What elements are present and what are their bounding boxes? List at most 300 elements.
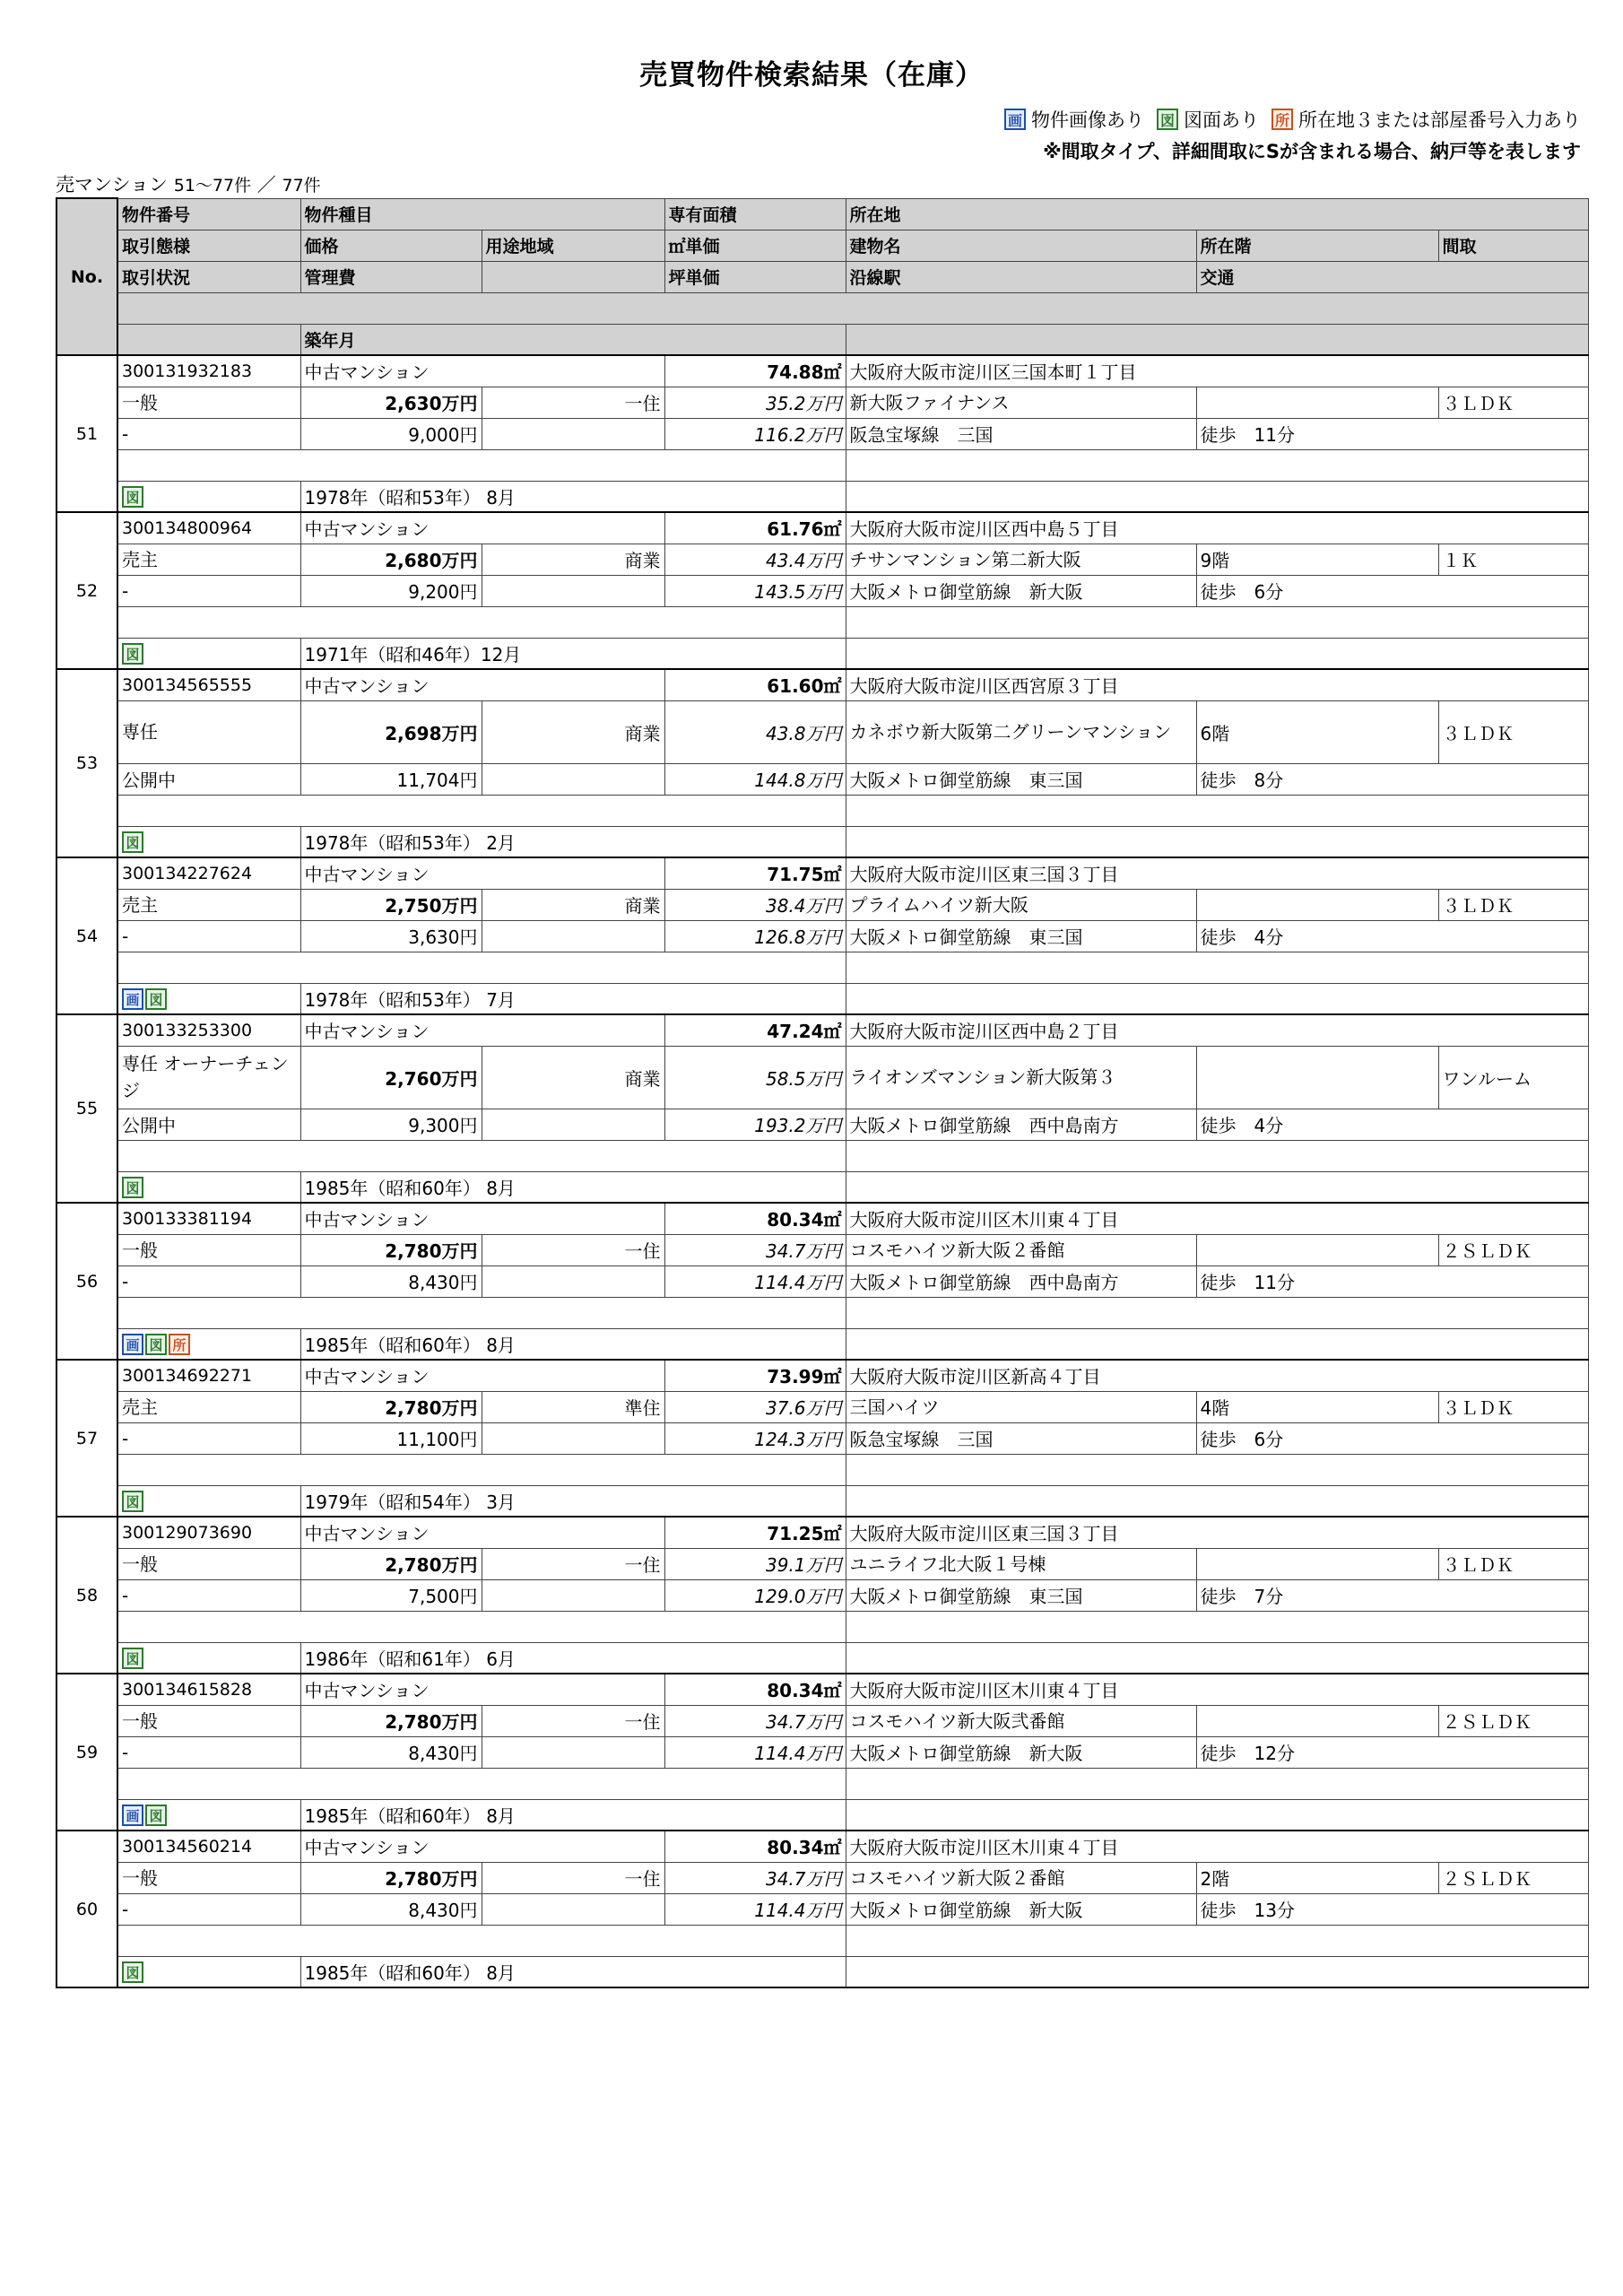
transaction-mode: 専任 bbox=[117, 700, 300, 763]
location-icon: 所 bbox=[169, 1334, 190, 1355]
built-date: 1985年（昭和60年） 8月 bbox=[300, 1328, 846, 1360]
price-per-tsubo: 126.8万円 bbox=[664, 920, 846, 952]
address: 大阪府大阪市淀川区木川東４丁目 bbox=[846, 1203, 1588, 1234]
railway-station: 大阪メトロ御堂筋線 新大阪 bbox=[846, 575, 1196, 606]
price-per-tsubo: 124.3万円 bbox=[664, 1422, 846, 1454]
listing-row bbox=[56, 418, 1588, 449]
empty-cell bbox=[117, 1297, 846, 1328]
listing-row bbox=[56, 355, 1588, 387]
empty-cell bbox=[117, 449, 846, 481]
floor-level bbox=[1196, 1705, 1438, 1736]
building-name: コスモハイツ新大阪弐番館 bbox=[846, 1705, 1196, 1736]
floor-area: 73.99㎡ bbox=[664, 1360, 846, 1391]
built-date: 1978年（昭和53年） 7月 bbox=[300, 983, 846, 1014]
attachment-icons bbox=[117, 1956, 300, 1987]
address: 大阪府大阪市淀川区新高４丁目 bbox=[846, 1360, 1588, 1391]
price: 2,780万円 bbox=[300, 1705, 482, 1736]
transaction-mode: 一般 bbox=[117, 1862, 300, 1893]
listing-row bbox=[56, 638, 1588, 669]
listing-status: - bbox=[117, 575, 300, 606]
empty-cell bbox=[482, 1109, 664, 1140]
floor-area: 80.34㎡ bbox=[664, 1674, 846, 1705]
floor-plan-icon: 図 bbox=[122, 643, 143, 665]
listing-status: 公開中 bbox=[117, 763, 300, 795]
built-date: 1978年（昭和53年） 8月 bbox=[300, 481, 846, 512]
empty-cell bbox=[117, 1925, 846, 1956]
price-per-sqm: 39.1万円 bbox=[664, 1548, 846, 1579]
header-cell: 物件種目 bbox=[300, 198, 664, 230]
built-date: 1978年（昭和53年） 2月 bbox=[300, 826, 846, 857]
floor-plan-icon: 図 bbox=[122, 1177, 143, 1198]
empty-cell bbox=[846, 1956, 1588, 1987]
price-per-sqm: 34.7万円 bbox=[664, 1862, 846, 1893]
price-per-sqm: 43.8万円 bbox=[664, 700, 846, 763]
price: 2,680万円 bbox=[300, 544, 482, 575]
listing-row bbox=[56, 763, 1588, 795]
building-name: ユニライフ北大阪１号棟 bbox=[846, 1548, 1196, 1579]
listing-no: 56 bbox=[56, 1203, 117, 1360]
property-id[interactable]: 300134227624 bbox=[117, 857, 300, 889]
attachment-icons bbox=[117, 983, 300, 1014]
listing-row bbox=[56, 1391, 1588, 1422]
price: 2,760万円 bbox=[300, 1046, 482, 1109]
header-cell: 物件番号 bbox=[117, 198, 300, 230]
building-name: チサンマンション第二新大阪 bbox=[846, 544, 1196, 575]
transaction-mode: 売主 bbox=[117, 544, 300, 575]
address: 大阪府大阪市淀川区東三国３丁目 bbox=[846, 857, 1588, 889]
header-cell: 間取 bbox=[1438, 230, 1588, 261]
attachment-icons bbox=[117, 1328, 300, 1360]
transaction-mode: 売主 bbox=[117, 889, 300, 920]
listing-row bbox=[56, 1768, 1588, 1799]
listing-status: - bbox=[117, 1265, 300, 1297]
page-title: 売買物件検索結果（在庫） bbox=[639, 59, 984, 91]
property-image-icon: 画 bbox=[122, 1805, 143, 1826]
header-row bbox=[56, 324, 1588, 355]
floor-plan-icon: 図 bbox=[145, 988, 167, 1010]
walk-time: 徒歩 4分 bbox=[1196, 1109, 1588, 1140]
category-label: 売マンション bbox=[56, 174, 169, 196]
listing-row bbox=[56, 1862, 1588, 1893]
price-per-tsubo: 129.0万円 bbox=[664, 1579, 846, 1611]
empty-cell bbox=[482, 1422, 664, 1454]
property-id[interactable]: 300131932183 bbox=[117, 355, 300, 387]
zoning: 商業 bbox=[482, 1046, 664, 1109]
price-per-tsubo: 143.5万円 bbox=[664, 575, 846, 606]
result-count bbox=[56, 170, 321, 197]
header-cell: 築年月 bbox=[300, 324, 846, 355]
price-per-tsubo: 144.8万円 bbox=[664, 763, 846, 795]
zoning: 商業 bbox=[482, 700, 664, 763]
railway-station: 大阪メトロ御堂筋線 東三国 bbox=[846, 763, 1196, 795]
property-type: 中古マンション bbox=[300, 1203, 664, 1234]
transaction-mode: 一般 bbox=[117, 387, 300, 418]
listing-row bbox=[56, 826, 1588, 857]
empty-cell bbox=[846, 1297, 1588, 1328]
layout: ３ＬＤＫ bbox=[1438, 700, 1588, 763]
zoning: 準住 bbox=[482, 1391, 664, 1422]
layout-note: ※間取タイプ、詳細間取にSが含まれる場合、納戸等を表します bbox=[1043, 141, 1581, 162]
empty-cell bbox=[846, 1140, 1588, 1171]
management-fee: 9,000円 bbox=[300, 418, 482, 449]
walk-time: 徒歩 12分 bbox=[1196, 1736, 1588, 1768]
zoning: 一住 bbox=[482, 1862, 664, 1893]
empty-cell bbox=[846, 1925, 1588, 1956]
listing-row bbox=[56, 544, 1588, 575]
listing-row bbox=[56, 983, 1588, 1014]
header-cell: 坪単価 bbox=[664, 261, 846, 292]
listing-no: 59 bbox=[56, 1674, 117, 1831]
header-cell: 取引状況 bbox=[117, 261, 300, 292]
empty-cell bbox=[846, 449, 1588, 481]
empty-cell bbox=[846, 795, 1588, 826]
railway-station: 大阪メトロ御堂筋線 新大阪 bbox=[846, 1736, 1196, 1768]
property-type: 中古マンション bbox=[300, 669, 664, 700]
layout: ２ＳＬＤＫ bbox=[1438, 1862, 1588, 1893]
property-type: 中古マンション bbox=[300, 1674, 664, 1705]
listing-row bbox=[56, 1831, 1588, 1862]
listing-row bbox=[56, 449, 1588, 481]
listing-row bbox=[56, 1014, 1588, 1046]
zoning: 一住 bbox=[482, 1234, 664, 1265]
empty-cell bbox=[482, 1893, 664, 1925]
header-row bbox=[56, 292, 1588, 324]
listing-status: - bbox=[117, 1579, 300, 1611]
building-name: コスモハイツ新大阪２番館 bbox=[846, 1862, 1196, 1893]
price-per-sqm: 34.7万円 bbox=[664, 1234, 846, 1265]
floor-plan-icon: 図 bbox=[122, 1648, 143, 1669]
built-date: 1986年（昭和61年） 6月 bbox=[300, 1642, 846, 1674]
empty-cell bbox=[846, 952, 1588, 983]
listing-row bbox=[56, 1799, 1588, 1831]
layout: ２ＳＬＤＫ bbox=[1438, 1234, 1588, 1265]
walk-time: 徒歩 13分 bbox=[1196, 1893, 1588, 1925]
railway-station: 大阪メトロ御堂筋線 西中島南方 bbox=[846, 1265, 1196, 1297]
floor-plan-icon: 図 bbox=[122, 1491, 143, 1512]
floor-area: 80.34㎡ bbox=[664, 1203, 846, 1234]
listing-row bbox=[56, 606, 1588, 638]
walk-time: 徒歩 6分 bbox=[1196, 1422, 1588, 1454]
price: 2,780万円 bbox=[300, 1862, 482, 1893]
layout: ３ＬＤＫ bbox=[1438, 1548, 1588, 1579]
floor-level bbox=[1196, 1548, 1438, 1579]
floor-level: 9階 bbox=[1196, 544, 1438, 575]
header-cell: 交通 bbox=[1196, 261, 1588, 292]
listing-row bbox=[56, 952, 1588, 983]
listing-row bbox=[56, 1140, 1588, 1171]
listing-row bbox=[56, 1893, 1588, 1925]
empty-cell bbox=[846, 638, 1588, 669]
empty-cell bbox=[117, 795, 846, 826]
listing-row bbox=[56, 1611, 1588, 1642]
railway-station: 阪急宝塚線 三国 bbox=[846, 418, 1196, 449]
zoning: 一住 bbox=[482, 1705, 664, 1736]
management-fee: 3,630円 bbox=[300, 920, 482, 952]
walk-time: 徒歩 8分 bbox=[1196, 763, 1588, 795]
built-date: 1971年（昭和46年）12月 bbox=[300, 638, 846, 669]
walk-time: 徒歩 6分 bbox=[1196, 575, 1588, 606]
management-fee: 7,500円 bbox=[300, 1579, 482, 1611]
listing-row bbox=[56, 1925, 1588, 1956]
price-per-sqm: 38.4万円 bbox=[664, 889, 846, 920]
floor-plan-icon: 図 bbox=[122, 486, 143, 508]
price-per-tsubo: 114.4万円 bbox=[664, 1736, 846, 1768]
listing-row bbox=[56, 889, 1588, 920]
price-per-sqm: 37.6万円 bbox=[664, 1391, 846, 1422]
floor-level bbox=[1196, 889, 1438, 920]
listing-row bbox=[56, 1674, 1588, 1705]
building-name: 新大阪ファイナンス bbox=[846, 387, 1196, 418]
floor-level bbox=[1196, 387, 1438, 418]
attachment-icons bbox=[117, 1642, 300, 1674]
price: 2,780万円 bbox=[300, 1234, 482, 1265]
listing-no: 58 bbox=[56, 1517, 117, 1674]
property-image-icon: 画 bbox=[1004, 109, 1026, 130]
attachment-icons bbox=[117, 1171, 300, 1203]
walk-time: 徒歩 4分 bbox=[1196, 920, 1588, 952]
floor-level bbox=[1196, 1046, 1438, 1109]
walk-time: 徒歩 7分 bbox=[1196, 1579, 1588, 1611]
transaction-mode: 売主 bbox=[117, 1391, 300, 1422]
built-date: 1985年（昭和60年） 8月 bbox=[300, 1799, 846, 1831]
attachment-icons bbox=[117, 826, 300, 857]
price: 2,698万円 bbox=[300, 700, 482, 763]
listing-row bbox=[56, 1422, 1588, 1454]
property-id[interactable]: 300134615828 bbox=[117, 1674, 300, 1705]
listing-row bbox=[56, 1548, 1588, 1579]
layout: ３ＬＤＫ bbox=[1438, 1391, 1588, 1422]
attachment-icons bbox=[117, 638, 300, 669]
listing-row bbox=[56, 669, 1588, 700]
listing-row bbox=[56, 1517, 1588, 1548]
listing-status: - bbox=[117, 1893, 300, 1925]
header-cell bbox=[482, 261, 664, 292]
floor-level: 4階 bbox=[1196, 1391, 1438, 1422]
floor-area: 80.34㎡ bbox=[664, 1831, 846, 1862]
empty-cell bbox=[482, 1265, 664, 1297]
price-per-tsubo: 193.2万円 bbox=[664, 1109, 846, 1140]
header-cell: 所在階 bbox=[1196, 230, 1438, 261]
management-fee: 9,300円 bbox=[300, 1109, 482, 1140]
empty-cell bbox=[846, 1454, 1588, 1485]
empty-cell bbox=[117, 1454, 846, 1485]
address: 大阪府大阪市淀川区西中島２丁目 bbox=[846, 1014, 1588, 1046]
walk-time: 徒歩 11分 bbox=[1196, 418, 1588, 449]
listing-row bbox=[56, 512, 1588, 544]
header-cell: 管理費 bbox=[300, 261, 482, 292]
floor-plan-icon: 図 bbox=[122, 831, 143, 853]
property-id[interactable]: 300134692271 bbox=[117, 1360, 300, 1391]
listing-row bbox=[56, 575, 1588, 606]
price-per-sqm: 35.2万円 bbox=[664, 387, 846, 418]
listing-row bbox=[56, 387, 1588, 418]
empty-cell bbox=[846, 1485, 1588, 1517]
building-name: コスモハイツ新大阪２番館 bbox=[846, 1234, 1196, 1265]
listing-row bbox=[56, 1956, 1588, 1987]
property-id[interactable]: 300129073690 bbox=[117, 1517, 300, 1548]
results-table bbox=[56, 197, 1589, 1988]
floor-area: 61.76㎡ bbox=[664, 512, 846, 544]
result-range: 51〜77件 bbox=[173, 176, 252, 196]
header-cell: 専有面積 bbox=[664, 198, 846, 230]
address: 大阪府大阪市淀川区木川東４丁目 bbox=[846, 1831, 1588, 1862]
built-date: 1979年（昭和54年） 3月 bbox=[300, 1485, 846, 1517]
railway-station: 大阪メトロ御堂筋線 東三国 bbox=[846, 920, 1196, 952]
floor-area: 74.88㎡ bbox=[664, 355, 846, 387]
listing-status: - bbox=[117, 418, 300, 449]
empty-cell bbox=[846, 1171, 1588, 1203]
address: 大阪府大阪市淀川区三国本町１丁目 bbox=[846, 355, 1588, 387]
listing-row bbox=[56, 700, 1588, 763]
listing-row bbox=[56, 1109, 1588, 1140]
empty-cell bbox=[846, 1768, 1588, 1799]
empty-cell bbox=[846, 1799, 1588, 1831]
listing-no: 52 bbox=[56, 512, 117, 669]
property-type: 中古マンション bbox=[300, 355, 664, 387]
property-type: 中古マンション bbox=[300, 1014, 664, 1046]
management-fee: 8,430円 bbox=[300, 1265, 482, 1297]
header-cell: 建物名 bbox=[846, 230, 1196, 261]
empty-cell bbox=[846, 481, 1588, 512]
listing-row bbox=[56, 1705, 1588, 1736]
location-icon: 所 bbox=[1271, 109, 1293, 130]
listing-row bbox=[56, 1579, 1588, 1611]
header-cell bbox=[846, 324, 1588, 355]
legend-loc-label: 所在地３または部屋番号入力あり bbox=[1298, 109, 1581, 131]
property-image-icon: 画 bbox=[122, 988, 143, 1010]
empty-cell bbox=[117, 1768, 846, 1799]
listing-row bbox=[56, 1642, 1588, 1674]
listing-no: 60 bbox=[56, 1831, 117, 1987]
zoning: 一住 bbox=[482, 387, 664, 418]
price-per-sqm: 34.7万円 bbox=[664, 1705, 846, 1736]
listing-row bbox=[56, 1234, 1588, 1265]
transaction-mode: 専任 オーナーチェンジ bbox=[117, 1046, 300, 1109]
empty-cell bbox=[482, 575, 664, 606]
empty-cell bbox=[482, 1736, 664, 1768]
address: 大阪府大阪市淀川区東三国３丁目 bbox=[846, 1517, 1588, 1548]
listing-row bbox=[56, 857, 1588, 889]
header-cell: 沿線駅 bbox=[846, 261, 1196, 292]
floor-area: 71.25㎡ bbox=[664, 1517, 846, 1548]
management-fee: 8,430円 bbox=[300, 1893, 482, 1925]
header-no: No. bbox=[56, 198, 117, 355]
header-row bbox=[56, 230, 1588, 261]
building-name: ライオンズマンション新大阪第３ bbox=[846, 1046, 1196, 1109]
property-type: 中古マンション bbox=[300, 512, 664, 544]
empty-cell bbox=[117, 1140, 846, 1171]
header-cell: 所在地 bbox=[846, 198, 1588, 230]
layout: ３ＬＤＫ bbox=[1438, 387, 1588, 418]
empty-cell bbox=[846, 1642, 1588, 1674]
listing-row bbox=[56, 1265, 1588, 1297]
walk-time: 徒歩 11分 bbox=[1196, 1265, 1588, 1297]
building-name: カネボウ新大阪第二グリーンマンション bbox=[846, 700, 1196, 763]
listing-row bbox=[56, 1203, 1588, 1234]
listing-status: - bbox=[117, 1736, 300, 1768]
icon-legend bbox=[997, 106, 1581, 133]
empty-cell bbox=[846, 826, 1588, 857]
price: 2,780万円 bbox=[300, 1548, 482, 1579]
building-name: 三国ハイツ bbox=[846, 1391, 1196, 1422]
empty-cell bbox=[846, 1611, 1588, 1642]
railway-station: 大阪メトロ御堂筋線 西中島南方 bbox=[846, 1109, 1196, 1140]
property-id[interactable]: 300133253300 bbox=[117, 1014, 300, 1046]
listing-row bbox=[56, 1485, 1588, 1517]
floor-area: 71.75㎡ bbox=[664, 857, 846, 889]
property-type: 中古マンション bbox=[300, 1360, 664, 1391]
floor-level bbox=[1196, 1234, 1438, 1265]
attachment-icons bbox=[117, 481, 300, 512]
listing-row bbox=[56, 1736, 1588, 1768]
listing-no: 53 bbox=[56, 669, 117, 857]
floor-plan-icon: 図 bbox=[145, 1805, 167, 1826]
layout: ２ＳＬＤＫ bbox=[1438, 1705, 1588, 1736]
property-type: 中古マンション bbox=[300, 1517, 664, 1548]
transaction-mode: 一般 bbox=[117, 1548, 300, 1579]
built-date: 1985年（昭和60年） 8月 bbox=[300, 1171, 846, 1203]
empty-cell bbox=[846, 983, 1588, 1014]
zoning: 商業 bbox=[482, 544, 664, 575]
railway-station: 大阪メトロ御堂筋線 新大阪 bbox=[846, 1893, 1196, 1925]
floor-plan-icon: 図 bbox=[145, 1334, 167, 1355]
address: 大阪府大阪市淀川区西宮原３丁目 bbox=[846, 669, 1588, 700]
layout: ワンルーム bbox=[1438, 1046, 1588, 1109]
legend-image-label: 物件画像あり bbox=[1031, 109, 1144, 131]
zoning: 商業 bbox=[482, 889, 664, 920]
listing-row bbox=[56, 1297, 1588, 1328]
transaction-mode: 一般 bbox=[117, 1705, 300, 1736]
listing-row bbox=[56, 1171, 1588, 1203]
floor-area: 47.24㎡ bbox=[664, 1014, 846, 1046]
listing-no: 54 bbox=[56, 857, 117, 1014]
price: 2,750万円 bbox=[300, 889, 482, 920]
management-fee: 11,704円 bbox=[300, 763, 482, 795]
address: 大阪府大阪市淀川区西中島５丁目 bbox=[846, 512, 1588, 544]
header-cell bbox=[117, 324, 300, 355]
price-per-tsubo: 114.4万円 bbox=[664, 1893, 846, 1925]
price-per-tsubo: 116.2万円 bbox=[664, 418, 846, 449]
result-total: 77件 bbox=[282, 176, 321, 196]
listing-row bbox=[56, 1454, 1588, 1485]
floor-level: 6階 bbox=[1196, 700, 1438, 763]
empty-cell bbox=[482, 763, 664, 795]
listing-row bbox=[56, 1360, 1588, 1391]
management-fee: 9,200円 bbox=[300, 575, 482, 606]
header-cell: ㎡単価 bbox=[664, 230, 846, 261]
price: 2,630万円 bbox=[300, 387, 482, 418]
management-fee: 11,100円 bbox=[300, 1422, 482, 1454]
property-id[interactable]: 300134560214 bbox=[117, 1831, 300, 1862]
header-row bbox=[56, 261, 1588, 292]
header-cell bbox=[117, 292, 1588, 324]
listing-row bbox=[56, 1328, 1588, 1360]
attachment-icons bbox=[117, 1485, 300, 1517]
listing-row bbox=[56, 920, 1588, 952]
property-id[interactable]: 300134565555 bbox=[117, 669, 300, 700]
property-id[interactable]: 300134800964 bbox=[117, 512, 300, 544]
listing-row bbox=[56, 481, 1588, 512]
layout: １Ｋ bbox=[1438, 544, 1588, 575]
empty-cell bbox=[482, 1579, 664, 1611]
header-cell: 用途地域 bbox=[482, 230, 664, 261]
property-type: 中古マンション bbox=[300, 857, 664, 889]
listing-no: 51 bbox=[56, 355, 117, 512]
empty-cell bbox=[117, 952, 846, 983]
address: 大阪府大阪市淀川区木川東４丁目 bbox=[846, 1674, 1588, 1705]
property-id[interactable]: 300133381194 bbox=[117, 1203, 300, 1234]
empty-cell bbox=[846, 1328, 1588, 1360]
